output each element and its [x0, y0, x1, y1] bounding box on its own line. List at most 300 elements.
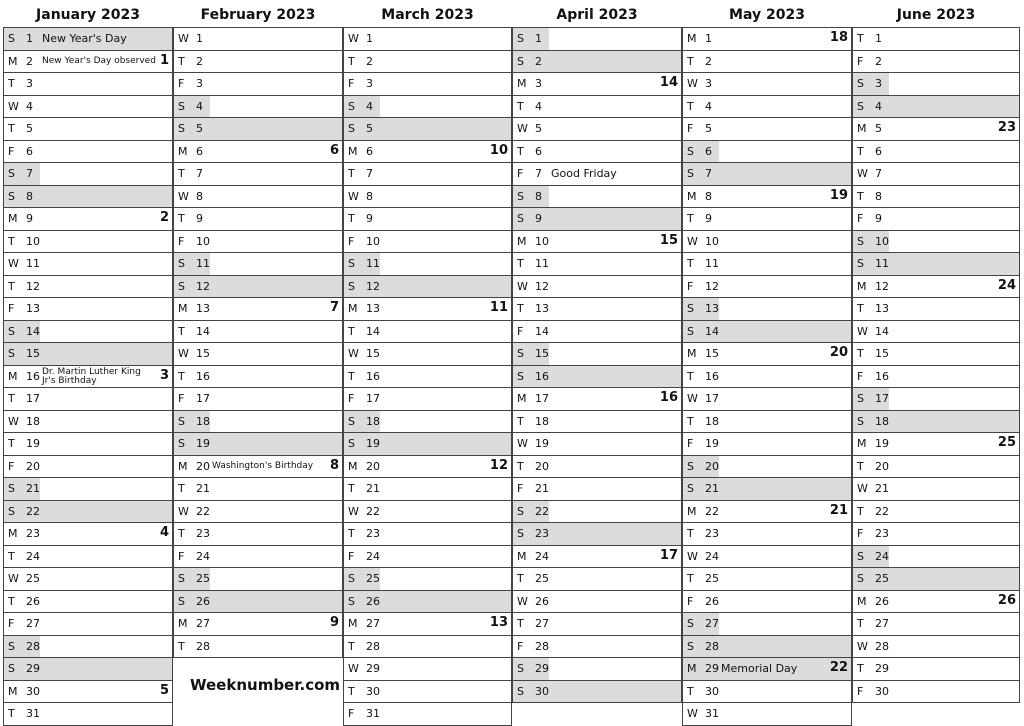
weekday-letter: T	[687, 572, 694, 585]
weekday-letter: M	[517, 392, 527, 405]
day-number: 7	[535, 167, 542, 180]
weekday-letter: T	[8, 279, 15, 293]
weekday-letter: M	[178, 302, 188, 315]
weekday-letter: T	[8, 77, 15, 90]
weekday-letter: T	[517, 144, 524, 158]
day-number: 11	[196, 257, 210, 270]
weekday-letter: T	[348, 212, 355, 225]
day-row	[853, 140, 1019, 163]
day-row	[174, 207, 342, 230]
weekday-letter: W	[857, 324, 868, 338]
weekday-letter: F	[517, 639, 524, 653]
month-title: May 2023	[729, 7, 805, 23]
month-column	[343, 0, 512, 726]
day-number: 2	[366, 54, 373, 68]
weekday-letter: W	[348, 32, 359, 45]
day-row	[344, 140, 511, 163]
weekday-letter: M	[857, 122, 867, 135]
weekday-letter: S	[178, 257, 185, 270]
day-number: 5	[26, 122, 33, 135]
day-row	[344, 275, 511, 298]
day-number: 16	[366, 369, 380, 383]
day-row	[344, 72, 511, 95]
day-row	[344, 207, 511, 230]
day-row	[4, 522, 172, 545]
week-number: 14	[659, 75, 678, 90]
weekday-letter: T	[8, 437, 15, 450]
weekday-letter: S	[857, 99, 864, 113]
week-number: 5	[159, 682, 169, 698]
weekday-letter: S	[8, 189, 15, 203]
weekday-letter: W	[517, 594, 528, 608]
weekday-letter: S	[178, 572, 185, 585]
day-number: 30	[875, 684, 889, 698]
weekday-letter: T	[178, 369, 185, 383]
day-number: 1	[705, 32, 712, 45]
day-row	[4, 567, 172, 590]
day-number: 2	[535, 54, 542, 68]
day-number: 1	[26, 32, 33, 45]
weekday-letter: S	[517, 347, 524, 360]
day-number: 15	[196, 347, 210, 360]
day-row	[174, 500, 342, 523]
day-number: 25	[705, 572, 719, 585]
day-row	[4, 387, 172, 410]
day-number: 14	[705, 324, 719, 338]
weekday-letter: F	[857, 527, 864, 540]
weekday-letter: M	[857, 279, 867, 293]
day-number: 21	[196, 482, 210, 495]
day-number: 5	[875, 122, 882, 135]
day-number: 18	[26, 414, 40, 428]
day-row	[344, 230, 511, 253]
weekday-letter: W	[178, 347, 189, 360]
day-number: 10	[535, 234, 549, 248]
day-number: 20	[196, 459, 210, 473]
day-number: 2	[705, 54, 712, 68]
weekday-letter: T	[8, 234, 15, 248]
day-row	[513, 590, 681, 613]
weekday-letter: F	[857, 369, 864, 383]
day-number: 3	[366, 77, 373, 90]
day-row	[853, 252, 1019, 275]
weekday-letter: W	[687, 549, 698, 563]
weekday-letter: T	[687, 212, 694, 225]
day-number: 10	[705, 234, 719, 248]
weekday-letter: S	[517, 369, 524, 383]
day-row	[683, 635, 851, 658]
day-row	[174, 72, 342, 95]
day-row	[683, 410, 851, 433]
weekday-letter: W	[348, 662, 359, 675]
day-row	[174, 320, 342, 343]
day-row	[683, 207, 851, 230]
day-number: 27	[366, 617, 380, 630]
day-number: 16	[535, 369, 549, 383]
day-row	[4, 140, 172, 163]
day-row	[174, 365, 342, 388]
day-number: 8	[535, 189, 542, 203]
day-row	[4, 275, 172, 298]
day-number: 7	[366, 167, 373, 180]
day-number: 26	[196, 594, 210, 608]
day-row	[513, 387, 681, 410]
weekday-letter: F	[687, 437, 694, 450]
day-row	[853, 95, 1019, 118]
day-row	[174, 387, 342, 410]
day-row	[683, 162, 851, 185]
day-row	[4, 320, 172, 343]
day-number: 23	[196, 527, 210, 540]
weekday-letter: T	[8, 122, 15, 135]
weekday-letter: S	[687, 617, 694, 630]
day-row	[683, 590, 851, 613]
day-row	[513, 545, 681, 568]
day-row	[4, 297, 172, 320]
month-column	[3, 0, 173, 726]
weekday-letter: F	[348, 549, 355, 563]
day-row	[344, 657, 511, 680]
day-row	[513, 410, 681, 433]
day-number: 9	[26, 212, 33, 225]
weekday-letter: S	[348, 122, 355, 135]
weekday-letter: M	[348, 459, 358, 473]
weekday-letter: S	[857, 414, 864, 428]
day-number: 12	[196, 279, 210, 293]
day-number: 20	[26, 459, 40, 473]
day-row	[513, 185, 681, 208]
day-number: 18	[535, 414, 549, 428]
day-number: 28	[366, 639, 380, 653]
day-row	[174, 455, 342, 478]
day-row	[344, 297, 511, 320]
weekday-letter: S	[687, 302, 694, 315]
week-number: 4	[159, 525, 169, 540]
day-number: 22	[366, 504, 380, 518]
day-number: 26	[705, 594, 719, 608]
day-row	[344, 50, 511, 73]
weekday-letter: S	[348, 99, 355, 113]
day-row	[683, 567, 851, 590]
day-number: 12	[535, 279, 549, 293]
day-row	[513, 320, 681, 343]
day-number: 27	[535, 617, 549, 630]
weekday-letter: S	[687, 144, 694, 158]
weekday-letter: T	[178, 482, 185, 495]
day-row	[174, 635, 342, 658]
week-number: 22	[829, 660, 848, 675]
weekday-letter: S	[517, 189, 524, 203]
weekday-letter: T	[348, 167, 355, 180]
day-row	[4, 207, 172, 230]
day-row	[853, 455, 1019, 478]
day-row	[853, 207, 1019, 230]
day-number: 30	[366, 684, 380, 698]
day-number: 26	[26, 594, 40, 608]
weekday-letter: S	[517, 504, 524, 518]
day-row	[683, 230, 851, 253]
day-number: 18	[705, 414, 719, 428]
day-row	[853, 50, 1019, 73]
day-row	[344, 590, 511, 613]
weekday-letter: T	[517, 257, 524, 270]
week-number: 10	[489, 142, 508, 158]
day-number: 7	[26, 167, 33, 180]
day-number: 12	[875, 279, 889, 293]
day-number: 10	[366, 234, 380, 248]
month-title: June 2023	[896, 7, 976, 23]
weekday-letter: T	[857, 617, 864, 630]
day-row	[4, 545, 172, 568]
weekday-letter: S	[348, 414, 355, 428]
weekday-letter: S	[178, 437, 185, 450]
weekday-letter: S	[687, 459, 694, 473]
weekday-letter: T	[517, 572, 524, 585]
day-number: 23	[875, 527, 889, 540]
day-row	[683, 657, 851, 680]
day-number: 22	[196, 504, 210, 518]
week-number: 26	[997, 592, 1016, 608]
day-row	[174, 432, 342, 455]
day-number: 24	[26, 549, 40, 563]
day-row	[683, 342, 851, 365]
day-row	[344, 387, 511, 410]
weekday-letter: S	[348, 279, 355, 293]
day-row	[513, 522, 681, 545]
weekday-letter: F	[178, 549, 185, 563]
week-number: 3	[159, 367, 169, 383]
day-number: 16	[196, 369, 210, 383]
day-number: 7	[705, 167, 712, 180]
weekday-letter: M	[348, 302, 358, 315]
day-row	[513, 50, 681, 73]
day-number: 13	[366, 302, 380, 315]
day-number: 1	[535, 32, 542, 45]
day-row	[683, 455, 851, 478]
day-number: 4	[705, 99, 712, 113]
day-row	[513, 72, 681, 95]
month-column	[173, 0, 343, 658]
day-row	[344, 500, 511, 523]
day-row	[853, 117, 1019, 140]
day-row	[853, 297, 1019, 320]
day-number: 27	[196, 617, 210, 630]
weekday-letter: T	[857, 662, 864, 675]
day-number: 14	[875, 324, 889, 338]
day-row	[853, 185, 1019, 208]
day-row	[4, 657, 172, 680]
weekday-letter: F	[687, 279, 694, 293]
week-number: 21	[829, 502, 848, 518]
weekday-letter: F	[687, 122, 694, 135]
day-number: 24	[875, 549, 889, 563]
day-row	[683, 680, 851, 703]
day-number: 30	[535, 684, 549, 698]
day-number: 5	[366, 122, 373, 135]
weekday-letter: S	[8, 167, 15, 180]
weekday-letter: W	[687, 392, 698, 405]
day-number: 16	[705, 369, 719, 383]
weekday-letter: S	[517, 54, 524, 68]
day-row	[344, 455, 511, 478]
day-number: 11	[535, 257, 549, 270]
day-row	[344, 117, 511, 140]
week-number: 18	[829, 30, 848, 45]
weekday-letter: S	[517, 684, 524, 698]
weekday-letter: M	[517, 549, 527, 563]
weekday-letter: M	[687, 32, 697, 45]
weekday-letter: S	[178, 122, 185, 135]
day-number: 19	[875, 437, 889, 450]
weekday-letter: M	[687, 662, 697, 675]
day-number: 18	[196, 414, 210, 428]
day-row	[513, 657, 681, 680]
weekday-letter: W	[8, 572, 19, 585]
day-number: 2	[196, 54, 203, 68]
weekday-letter: M	[8, 54, 18, 68]
day-row	[513, 140, 681, 163]
weekday-letter: T	[348, 54, 355, 68]
weekday-letter: T	[857, 32, 864, 45]
day-number: 9	[196, 212, 203, 225]
day-number: 28	[875, 639, 889, 653]
day-row	[174, 162, 342, 185]
day-row	[344, 320, 511, 343]
month-column	[852, 0, 1020, 703]
day-number: 13	[196, 302, 210, 315]
weekday-letter: W	[687, 234, 698, 248]
holiday-label: New Year's Day	[42, 32, 127, 45]
day-number: 24	[705, 549, 719, 563]
day-row	[853, 680, 1019, 703]
day-row	[683, 432, 851, 455]
weekday-letter: F	[8, 617, 15, 630]
weekday-letter: M	[517, 234, 527, 248]
day-row	[4, 432, 172, 455]
day-list	[343, 27, 512, 726]
day-number: 25	[366, 572, 380, 585]
day-number: 6	[875, 144, 882, 158]
weekday-letter: T	[178, 639, 185, 653]
day-number: 21	[875, 482, 889, 495]
weekday-letter: S	[687, 324, 694, 338]
day-number: 29	[535, 662, 549, 675]
week-number: 12	[489, 457, 508, 473]
weekday-letter: W	[517, 279, 528, 293]
day-list	[3, 27, 173, 726]
week-number: 6	[329, 142, 339, 158]
day-number: 25	[875, 572, 889, 585]
day-number: 16	[875, 369, 889, 383]
day-number: 17	[535, 392, 549, 405]
brand-label: Weeknumber.com	[190, 676, 341, 694]
day-row	[174, 50, 342, 73]
day-row	[174, 545, 342, 568]
weekday-letter: T	[687, 684, 694, 698]
day-row	[513, 297, 681, 320]
day-row	[174, 612, 342, 635]
weekday-letter: S	[857, 234, 864, 248]
month-title: February 2023	[200, 7, 316, 23]
day-number: 18	[875, 414, 889, 428]
weekday-letter: S	[687, 167, 694, 180]
weekday-letter: S	[178, 99, 185, 113]
day-number: 14	[196, 324, 210, 338]
weekday-letter: M	[8, 527, 18, 540]
day-number: 22	[535, 504, 549, 518]
day-number: 14	[366, 324, 380, 338]
day-number: 28	[535, 639, 549, 653]
day-row	[513, 27, 681, 50]
week-number: 19	[829, 187, 848, 203]
day-row	[683, 27, 851, 50]
day-number: 15	[26, 347, 40, 360]
day-row	[174, 477, 342, 500]
day-number: 4	[196, 99, 203, 113]
weekday-letter: T	[178, 212, 185, 225]
day-number: 2	[26, 54, 33, 68]
day-number: 20	[705, 459, 719, 473]
day-row	[683, 545, 851, 568]
weekday-letter: F	[857, 212, 864, 225]
day-number: 10	[26, 234, 40, 248]
day-row	[683, 320, 851, 343]
day-number: 11	[366, 257, 380, 270]
day-row	[683, 522, 851, 545]
day-number: 31	[26, 707, 40, 720]
day-row	[344, 365, 511, 388]
day-number: 12	[26, 279, 40, 293]
weekday-letter: M	[8, 369, 18, 383]
weekday-letter: W	[517, 437, 528, 450]
day-number: 27	[26, 617, 40, 630]
weekday-letter: M	[178, 459, 188, 473]
day-number: 8	[196, 189, 203, 203]
day-row	[4, 612, 172, 635]
weekday-letter: M	[687, 504, 697, 518]
day-row	[853, 342, 1019, 365]
weekday-letter: S	[857, 77, 864, 90]
weekday-letter: M	[857, 594, 867, 608]
day-row	[4, 230, 172, 253]
day-row	[4, 590, 172, 613]
weekday-letter: S	[8, 347, 15, 360]
weekday-letter: T	[687, 369, 694, 383]
day-number: 15	[366, 347, 380, 360]
weekday-letter: S	[8, 32, 15, 45]
day-number: 17	[705, 392, 719, 405]
day-row	[513, 162, 681, 185]
holiday-label: Good Friday	[551, 167, 617, 180]
day-number: 15	[535, 347, 549, 360]
day-row	[174, 140, 342, 163]
weekday-letter: T	[517, 617, 524, 630]
weekday-letter: M	[517, 77, 527, 90]
day-number: 19	[705, 437, 719, 450]
weekday-letter: S	[517, 662, 524, 675]
weekday-letter: M	[8, 212, 18, 225]
day-row	[853, 635, 1019, 658]
day-number: 17	[196, 392, 210, 405]
day-number: 22	[26, 504, 40, 518]
day-row	[174, 117, 342, 140]
day-number: 28	[705, 639, 719, 653]
day-row	[344, 342, 511, 365]
day-number: 3	[705, 77, 712, 90]
day-row	[853, 320, 1019, 343]
day-number: 10	[875, 234, 889, 248]
weekday-letter: S	[517, 212, 524, 225]
